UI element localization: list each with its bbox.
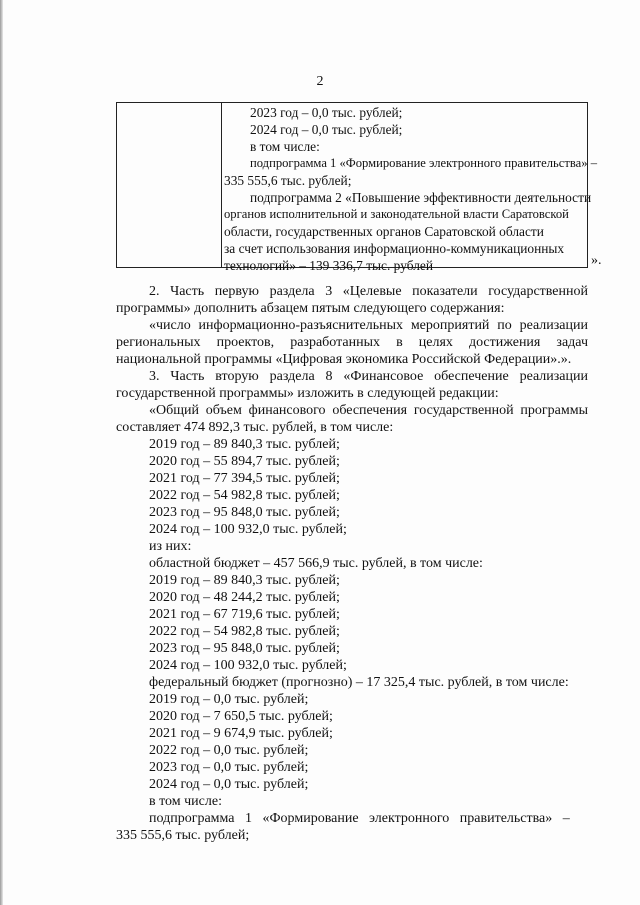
regional-year-line: 2023 год – 95 848,0 тыс. рублей; xyxy=(149,641,340,656)
federal-year-line: 2019 год – 0,0 тыс. рублей; xyxy=(149,692,309,707)
page-number: 2 xyxy=(316,74,324,89)
total-year-line: 2022 год – 54 982,8 тыс. рублей; xyxy=(149,488,340,503)
regional-year-line: 2020 год – 48 244,2 тыс. рублей; xyxy=(149,590,340,605)
amendment-item-3: 3. Часть вторую раздела 8 «Финансовое обеспечение реализации государственной программы» изложить в следующей редакции: xyxy=(116,369,588,401)
total-year-line: 2021 год – 77 394,5 тыс. рублей; xyxy=(149,471,340,486)
subprogram-1-amount: 335 555,6 тыс. рублей; xyxy=(116,828,250,843)
table-line: подпрограмма 1 «Формирование электронного правительства» – xyxy=(250,156,598,170)
regional-year-line: 2019 год – 89 840,3 тыс. рублей; xyxy=(149,573,340,588)
table-line: органов исполнительной и законодательной власти Саратовской xyxy=(224,207,569,221)
total-year-line: 2019 год – 89 840,3 тыс. рублей; xyxy=(149,437,340,452)
total-year-line: 2023 год – 95 848,0 тыс. рублей; xyxy=(149,505,340,520)
subprogram-1-line: подпрограмма 1 «Формирование электронного правительства» – xyxy=(149,811,570,826)
table-funding-cell xyxy=(224,104,598,274)
federal-year-line: 2022 год – 0,0 тыс. рублей; xyxy=(149,743,309,758)
regional-year-line: 2024 год – 100 932,0 тыс. рублей; xyxy=(149,658,347,673)
federal-year-line: 2020 год – 7 650,5 тыс. рублей; xyxy=(149,709,333,724)
table-closing-quote: ». xyxy=(591,253,602,268)
table-line: 2024 год – 0,0 тыс. рублей; xyxy=(250,122,403,137)
scan-edge xyxy=(0,0,3,905)
passport-table-fragment xyxy=(116,102,598,273)
table-line: за счет использования информационно-коммуникационных xyxy=(224,241,565,256)
federal-year-line: 2021 год – 9 674,9 тыс. рублей; xyxy=(149,726,333,741)
federal-budget-line: федеральный бюджет (прогнозно) – 17 325,4 тыс. рублей, в том числе: xyxy=(149,675,569,690)
total-year-line: 2024 год – 100 932,0 тыс. рублей; xyxy=(149,522,347,537)
amendment-item-2-quote: «число информационно-разъяснительных мероприятий по реализации региональных проектов, разработанных в целях достижения задач национальной программы «Цифровая экономика Российской Федерации».». xyxy=(116,318,588,367)
regional-budget-line: областной бюджет – 457 566,9 тыс. рублей, в том числе: xyxy=(149,556,483,571)
federal-year-line: 2023 год – 0,0 тыс. рублей; xyxy=(149,760,309,775)
regional-year-line: 2022 год – 54 982,8 тыс. рублей; xyxy=(149,624,340,639)
amendment-item-3-quote: «Общий объем финансового обеспечения государственной программы составляет 474 892,3 тыс. рублей, в том числе: xyxy=(116,403,588,435)
table-line: в том числе: xyxy=(250,139,320,154)
table-line: подпрограмма 2 «Повышение эффективности деятельности xyxy=(250,190,592,205)
federal-year-line: 2024 год – 0,0 тыс. рублей; xyxy=(149,777,309,792)
regional-year-line: 2021 год – 67 719,6 тыс. рублей; xyxy=(149,607,340,622)
including-label: в том числе: xyxy=(149,794,222,809)
of-them-label: из них: xyxy=(149,539,192,554)
amendment-item-2: 2. Часть первую раздела 3 «Целевые показатели государственной программы» дополнить абзацем пятым следующего содержания: xyxy=(116,284,588,316)
document-body xyxy=(116,283,588,844)
table-line: 335 555,6 тыс. рублей; xyxy=(224,173,352,188)
table-column-divider xyxy=(221,103,222,267)
table-line: области, государственных органов Саратовской области xyxy=(224,224,544,239)
table-line: технологий» – 139 336,7 тыс. рублей xyxy=(224,258,433,273)
table-line: 2023 год – 0,0 тыс. рублей; xyxy=(250,105,403,120)
total-year-line: 2020 год – 55 894,7 тыс. рублей; xyxy=(149,454,340,469)
